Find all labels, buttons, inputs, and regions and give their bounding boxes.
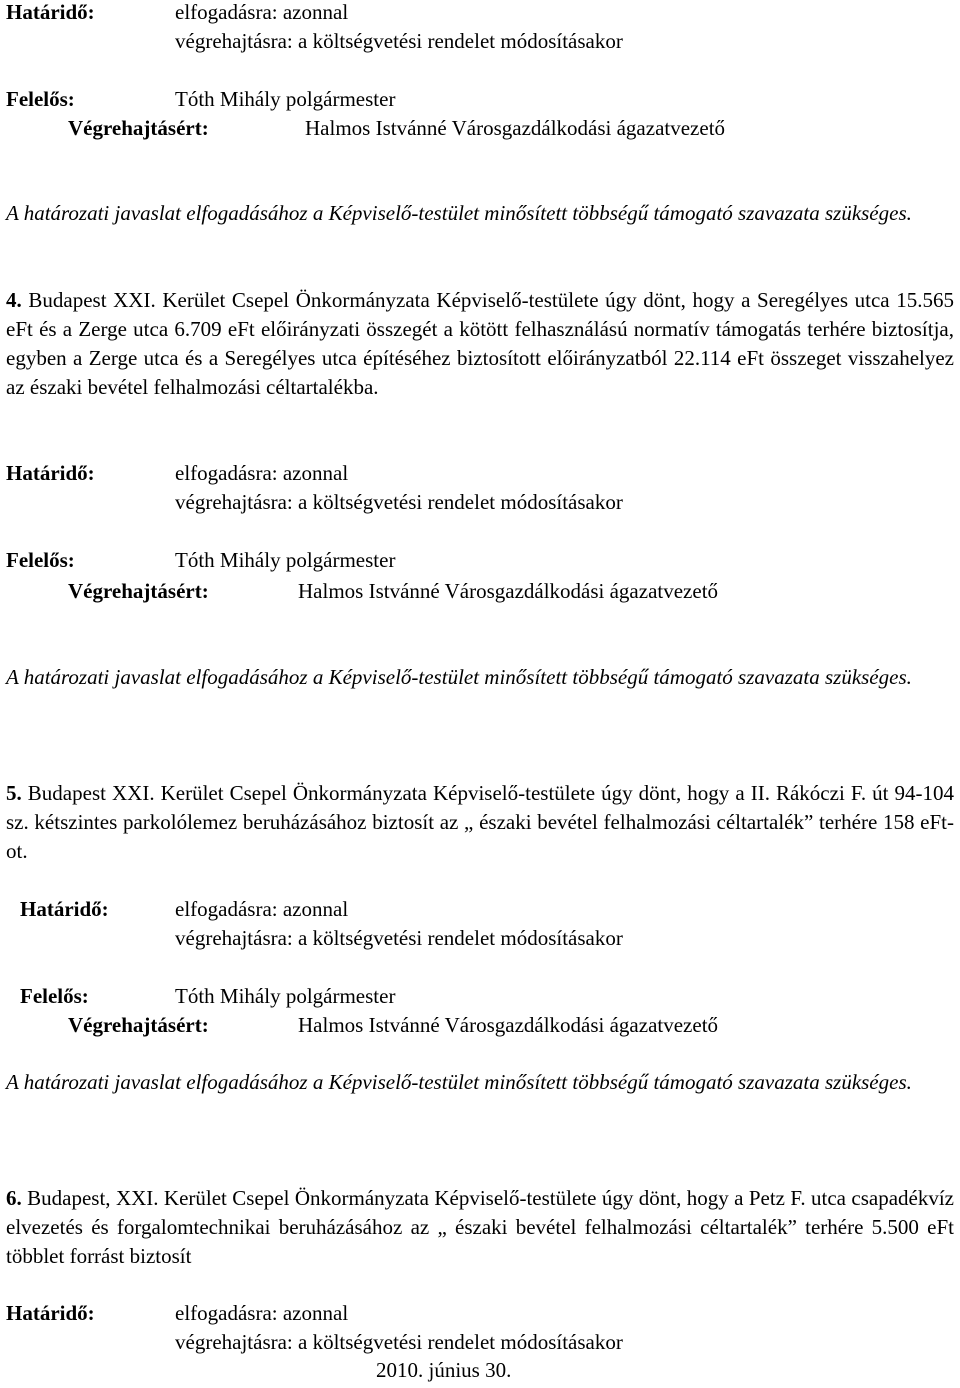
deadline-accept: elfogadásra: azonnal xyxy=(175,461,349,485)
deadline-execute: végrehajtásra: a költségvetési rendelet módosításakor xyxy=(175,1330,623,1354)
deadline-accept: elfogadásra: azonnal xyxy=(175,0,349,24)
resolution-item-6 xyxy=(6,1184,954,1271)
item-text: Budapest, XXI. Kerület Csepel Önkormányzata Képviselő-testülete úgy dönt, hogy a Petz F. utca csapadékvíz elvezetés és forgalomtechnikai beruházásához az „ északi bevétel felhalmozási céltartalék” terhére 5.500 eFt többlet forrást biztosít xyxy=(6,1186,954,1268)
responsible-label: Felelős: xyxy=(20,984,89,1008)
qualified-majority-note: A határozati javaslat elfogadásához a Képviselő-testület minősített többségű támogató szavazata szükséges. xyxy=(6,201,912,225)
deadline-date: 2010. június 30. xyxy=(376,1358,512,1382)
deadline-execute: végrehajtásra: a költségvetési rendelet módosításakor xyxy=(175,29,623,53)
item-number: 5. xyxy=(6,781,22,805)
responsible-name: Tóth Mihály polgármester xyxy=(175,984,396,1008)
responsible-label: Felelős: xyxy=(6,548,75,572)
executor-label: Végrehajtásért: xyxy=(68,579,209,603)
item-text: Budapest XXI. Kerület Csepel Önkormányzata Képviselő-testülete úgy dönt, hogy a II. Rákóczi F. út 94-104 sz. kétszintes parkolólemez beruházásához biztosít az „ északi bevétel felhalmozási céltartalék” terhére 158 eFt-ot. xyxy=(6,781,954,863)
item-text: Budapest XXI. Kerület Csepel Önkormányzata Képviselő-testülete úgy dönt, hogy a Seregélyes utca 15.565 eFt és a Zerge utca 6.709 eFt előirányzati összegét a kötött felhasználású normatív támogatás terhére biztosítja, egyben a Zerge utca és a Seregélyes utca építéséhez biztosított előirányzatból 22.114 eFt összeget visszahelyez az északi bevétel felhalmozási céltartalékba. xyxy=(6,288,954,399)
resolution-item-5 xyxy=(6,779,954,866)
executor-label: Végrehajtásért: xyxy=(68,1013,209,1037)
deadline-label: Határidő: xyxy=(20,897,109,921)
deadline-accept: elfogadásra: azonnal xyxy=(175,1301,349,1325)
deadline-execute: végrehajtásra: a költségvetési rendelet módosításakor xyxy=(175,490,623,514)
responsible-name: Tóth Mihály polgármester xyxy=(175,87,396,111)
responsible-name: Tóth Mihály polgármester xyxy=(175,548,396,572)
deadline-label: Határidő: xyxy=(6,461,95,485)
qualified-majority-note: A határozati javaslat elfogadásához a Képviselő-testület minősített többségű támogató szavazata szükséges. xyxy=(6,665,912,689)
item-number: 6. xyxy=(6,1186,22,1210)
executor-name: Halmos Istvánné Városgazdálkodási ágazatvezető xyxy=(298,579,719,603)
deadline-accept: elfogadásra: azonnal xyxy=(175,897,349,921)
executor-label: Végrehajtásért: xyxy=(68,116,209,140)
deadline-label: Határidő: xyxy=(6,0,95,24)
executor-name: Halmos Istvánné Városgazdálkodási ágazatvezető xyxy=(298,1013,719,1037)
deadline-label: Határidő: xyxy=(6,1301,95,1325)
qualified-majority-note: A határozati javaslat elfogadásához a Képviselő-testület minősített többségű támogató szavazata szükséges. xyxy=(6,1070,912,1094)
deadline-execute: végrehajtásra: a költségvetési rendelet módosításakor xyxy=(175,926,623,950)
resolution-item-4 xyxy=(6,286,954,402)
executor-name: Halmos Istvánné Városgazdálkodási ágazatvezető xyxy=(305,116,726,140)
item-number: 4. xyxy=(6,288,22,312)
responsible-label: Felelős: xyxy=(6,87,75,111)
